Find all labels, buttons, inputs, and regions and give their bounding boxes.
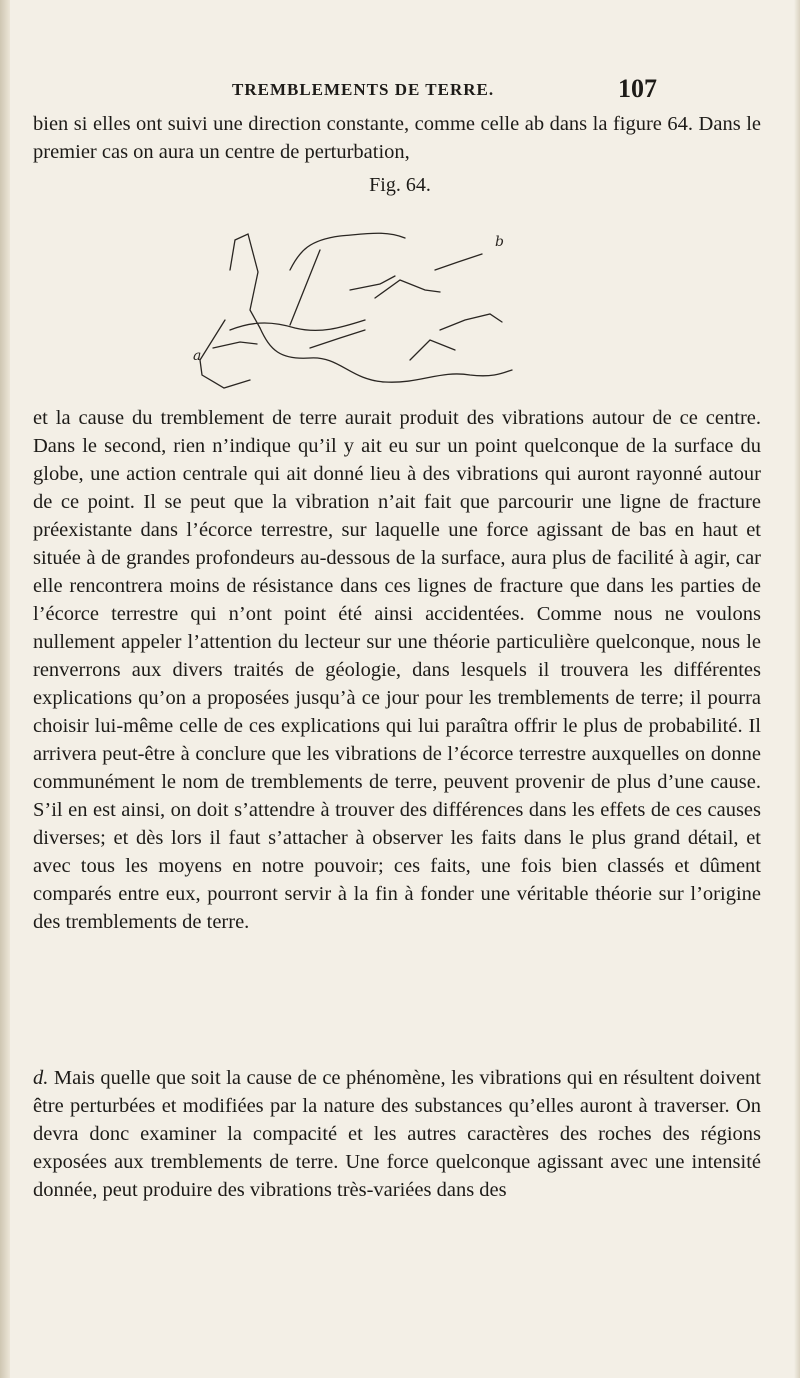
figure-caption: Fig. 64. xyxy=(369,174,431,196)
page-edge-right xyxy=(794,0,800,1378)
paragraph-section-d-text: Mais quelle que soit la cause de ce phénomène, les vibrations qui en résultent doivent être perturbées et modifiées par la nature des substances qu’elles auront à traverser. On devra donc examiner la compacité et les autres caractères des roches des régions exposées aux tremblements de terre. Une force quelconque agissant avec une intensité donnée, peut produire des vibrations très-variées dans des xyxy=(33,1067,761,1201)
figure-64-fracture-sketch xyxy=(140,210,520,390)
page-header xyxy=(0,76,800,106)
figure-label-b: b xyxy=(495,234,504,250)
page-edge-left xyxy=(0,0,10,1378)
figure-label-a: a xyxy=(193,348,202,364)
paragraph-section-d xyxy=(33,1064,761,1204)
page-number: 107 xyxy=(618,74,657,103)
paragraph-intro: bien si elles ont suivi une direction constante, comme celle ab dans la figure 64. Dans le premier cas on aura un centre de perturbation, xyxy=(33,113,761,163)
running-head: TREMBLEMENTS DE TERRE. xyxy=(232,80,495,99)
section-marker: d. xyxy=(33,1067,49,1089)
paragraph-main: et la cause du tremblement de terre aurait produit des vibrations autour de ce centre. Dans le second, rien n’indique qu’il y ait eu sur un point quelconque de la surface du globe, une action centrale qui ait donné lieu à des vibrations qui auront rayonné autour de ce point. Il se peut que la vibration n’ait fait que parcourir une ligne de fracture préexistante dans l’écorce terrestre, sur laquelle une force agissant de bas en haut et située à de grandes profondeurs au-dessous de la surface, aura plus de facilité à agir, car elle rencontrera moins de résistance dans ces lignes de fracture que dans les parties de l’écorce terrestre qui n’ont point été ainsi accidentées. Comme nous ne voulons nullement appeler l’attention du lecteur sur une théorie particulière quelconque, nous le renverrons aux divers traités de géologie, dans lesquels il trouvera les différentes explications qu’on a proposées jusqu’à ce jour pour les tremblements de terre; il pourra choisir lui-même celle de ces explications qui lui paraîtra offrir le plus de probabilité. Il arrivera peut-être à conclure que les vibrations de l’écorce terrestre auxquelles on donne communément le nom de tremblements de terre, peuvent provenir de plus d’une cause. S’il en est ainsi, on doit s’attendre à trouver des différences dans les effets de ces causes diverses; et dès lors il faut s’attacher à observer les faits dans le plus grand détail, et avec tous les moyens en notre pouvoir; ces faits, une fois bien classés et dûment comparés entre eux, pourront servir à la fin à fonder une véritable théorie sur l’origine des tremblements de terre. xyxy=(33,407,761,933)
